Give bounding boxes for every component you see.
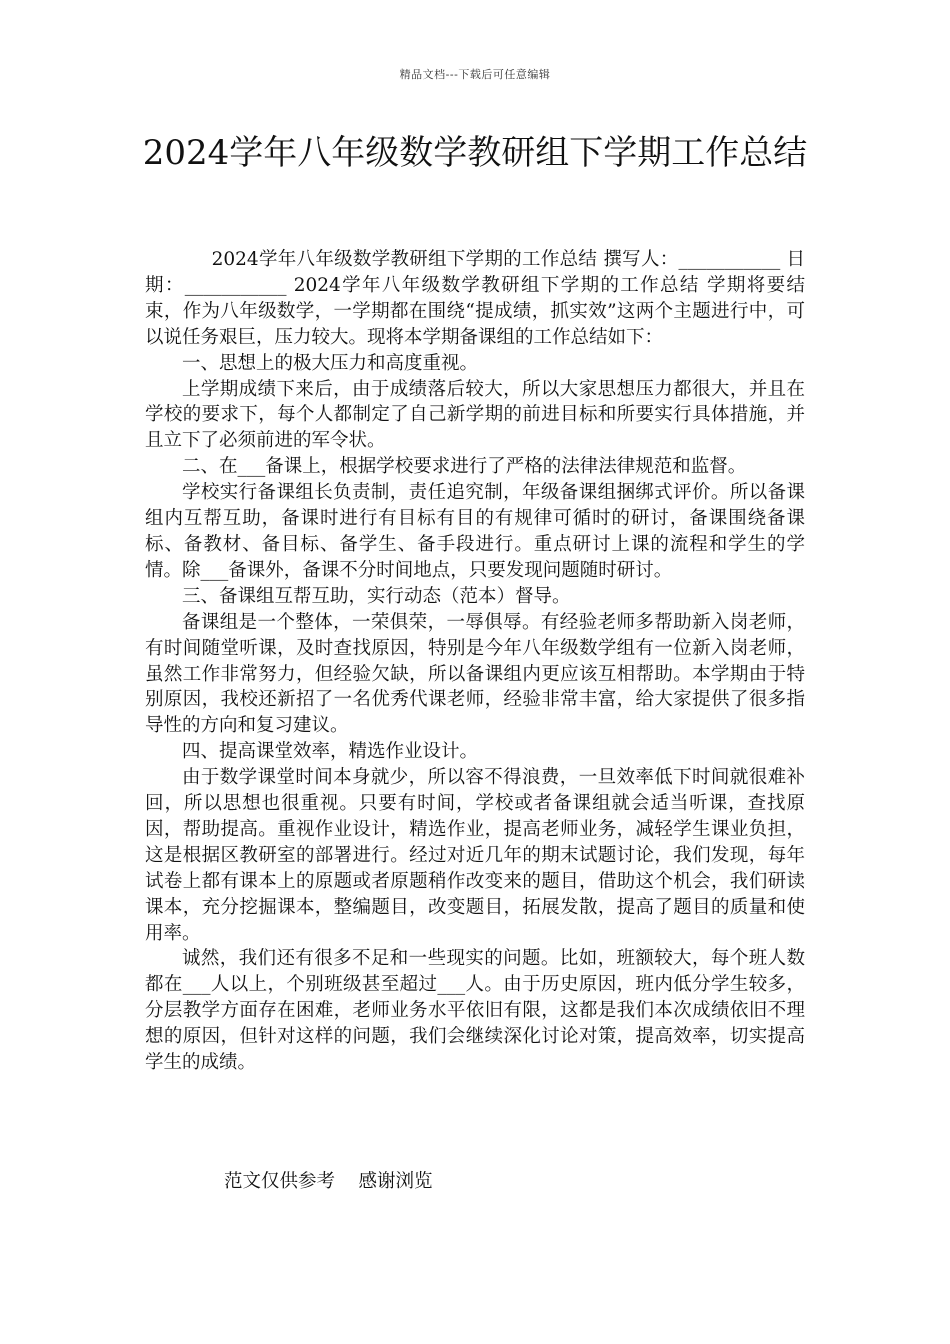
paragraph-conclusion: 诚然，我们还有很多不足和一些现实的问题。比如，班额较大，每个班人数都在___人以上，个别班级甚至超过___人。由于历史原因，班内低分学生较多，分层教学方面存在困难，老师业务水平依旧有限，这都是我们本次成绩依旧不理想的原因，但针对这样的问题，我们会继续深化讨论对策，提高效率，切实提高学生的成绩。	[145, 948, 805, 1074]
paragraph: 由于数学课堂时间本身就少，所以容不得浪费，一旦效率低下时间就很难补回，所以思想也很重视。只要有时间，学校或者备课组就会适当听课，查找原因，帮助提高。重视作业设计，精选作业，提高老师业务，减轻学生课业负担，这是根据区教研室的部署进行。经过对近几年的期末试题讨论，我们发现，每年试卷上都有课本上的原题或者原题稍作改变来的题目，借助这个机会，我们研读课本，充分挖掘课本，整编题目，改变题目，拓展发散，提高了题目的质量和使用率。	[145, 767, 805, 944]
section-heading-3: 三、备课组互帮互助，实行动态（范本）督导。	[182, 585, 571, 607]
document-title: 2024学年八年级数学教研组下学期工作总结	[142, 133, 808, 173]
page-footer: 范文仅供参考 感谢浏览	[224, 1171, 433, 1192]
section-heading-1: 一、思想上的极大压力和高度重视。	[182, 352, 479, 374]
paragraph-intro: 2024学年八年级数学教研组下学期的工作总结 撰写人：___________ 日 期：___________ 2024学年八年级数学教研组下学期的工作总结 学期将要结束，作为八年级数学，一学期都在围绕“提成绩，抓实效”这两个主题进行中，可以说任务艰巨，压力较大。现将本学期备课组的工作总结如下：	[145, 249, 805, 348]
paragraph: 备课组是一个整体，一荣俱荣，一辱俱辱。有经验老师多帮助新入岗老师，有时间随堂听课，及时查找原因，特别是今年八年级数学组有一位新入岗老师，虽然工作非常努力，但经验欠缺，所以备课组内更应该互相帮助。本学期由于特别原因，我校还新招了一名优秀代课老师，经验非常丰富，给大家提供了很多指导性的方向和复习建议。	[145, 611, 805, 737]
paragraph: 学校实行备课组长负责制，责任追究制，年级备课组捆绑式评价。所以备课组内互帮互助，备课时进行有目标有目的有规律可循时的研讨，备课围绕备课标、备教材、备目标、备学生、备手段进行。重点研讨上课的流程和学生的学情。除___备课外，备课不分时间地点，只要发现问题随时研讨。	[145, 482, 805, 581]
section-heading-4: 四、提高课堂效率，精选作业设计。	[182, 741, 479, 763]
section-heading-2: 二、在___备课上，根据学校要求进行了严格的法律法律规范和监督。	[182, 456, 747, 478]
document-body	[145, 247, 805, 1076]
page-header: 精品文档---下载后可任意编辑	[399, 68, 551, 81]
paragraph: 上学期成绩下来后，由于成绩落后较大，所以大家思想压力都很大，并且在学校的要求下，每个人都制定了自己新学期的前进目标和所要实行具体措施，并且立下了必须前进的军令状。	[145, 378, 805, 452]
